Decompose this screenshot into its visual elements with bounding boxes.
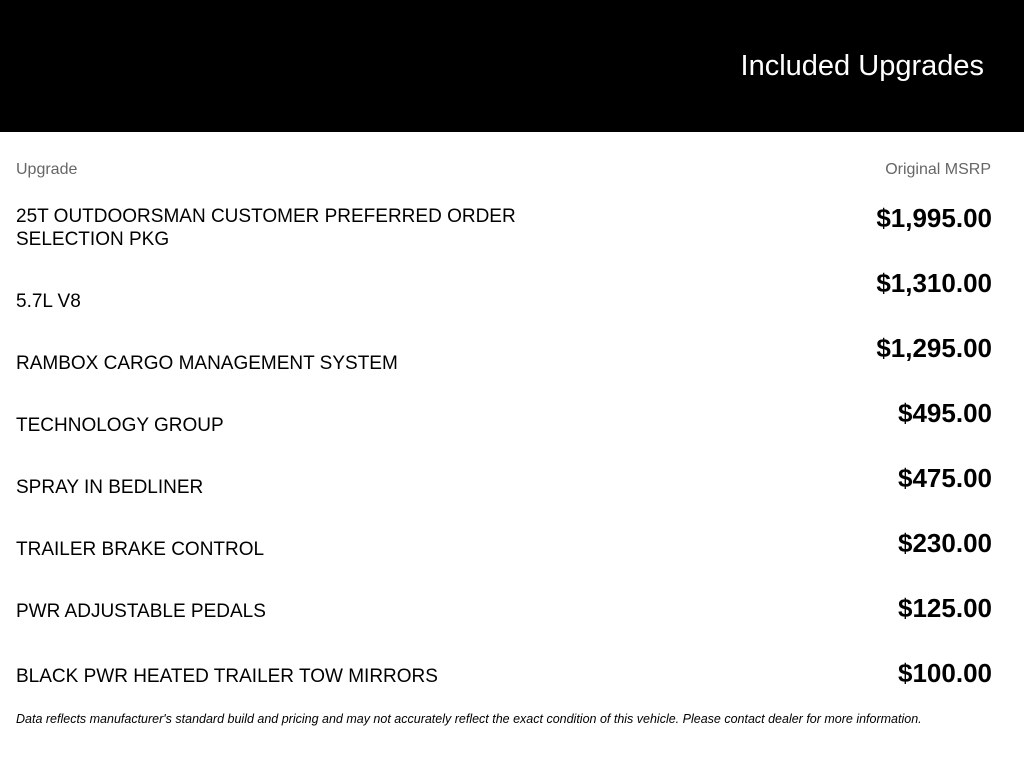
upgrade-name: RAMBOX CARGO MANAGEMENT SYSTEM — [16, 353, 398, 374]
upgrade-row — [16, 528, 992, 561]
upgrade-row — [16, 398, 992, 437]
upgrade-name: TRAILER BRAKE CONTROL — [16, 539, 265, 560]
upgrade-price: $1,295.00 — [876, 333, 992, 363]
upgrade-name: BLACK PWR HEATED TRAILER TOW MIRRORS — [16, 666, 438, 687]
upgrade-row — [16, 203, 992, 251]
upgrade-name: 25T OUTDOORSMAN CUSTOMER PREFERRED ORDER SELECTION PKG — [16, 206, 516, 250]
upgrade-price: $125.00 — [898, 593, 992, 623]
upgrade-row — [16, 593, 992, 623]
upgrade-name: 5.7L V8 — [16, 291, 81, 312]
upgrade-price: $100.00 — [898, 658, 992, 688]
upgrade-row — [16, 463, 992, 499]
upgrade-column-header: Upgrade — [16, 161, 78, 178]
upgrade-price: $475.00 — [898, 463, 992, 493]
upgrade-name: SPRAY IN BEDLINER — [16, 477, 204, 498]
upgrade-price: $1,310.00 — [876, 268, 992, 298]
upgrade-name: TECHNOLOGY GROUP — [16, 415, 224, 436]
page-header — [0, 0, 1024, 132]
upgrade-row — [16, 268, 992, 313]
upgrade-row — [16, 333, 992, 375]
page-title: Included Upgrades — [740, 50, 984, 82]
upgrade-price: $495.00 — [898, 398, 992, 428]
upgrade-price: $1,995.00 — [876, 203, 992, 233]
upgrade-name: PWR ADJUSTABLE PEDALS — [16, 601, 266, 622]
upgrade-row — [16, 658, 992, 688]
upgrade-price: $230.00 — [898, 528, 992, 558]
msrp-column-header: Original MSRP — [885, 161, 991, 178]
disclaimer-footnote: Data reflects manufacturer's standard build and pricing and may not accurately reflect the exact condition of this vehicle. Please contact dealer for more information. — [16, 712, 922, 726]
